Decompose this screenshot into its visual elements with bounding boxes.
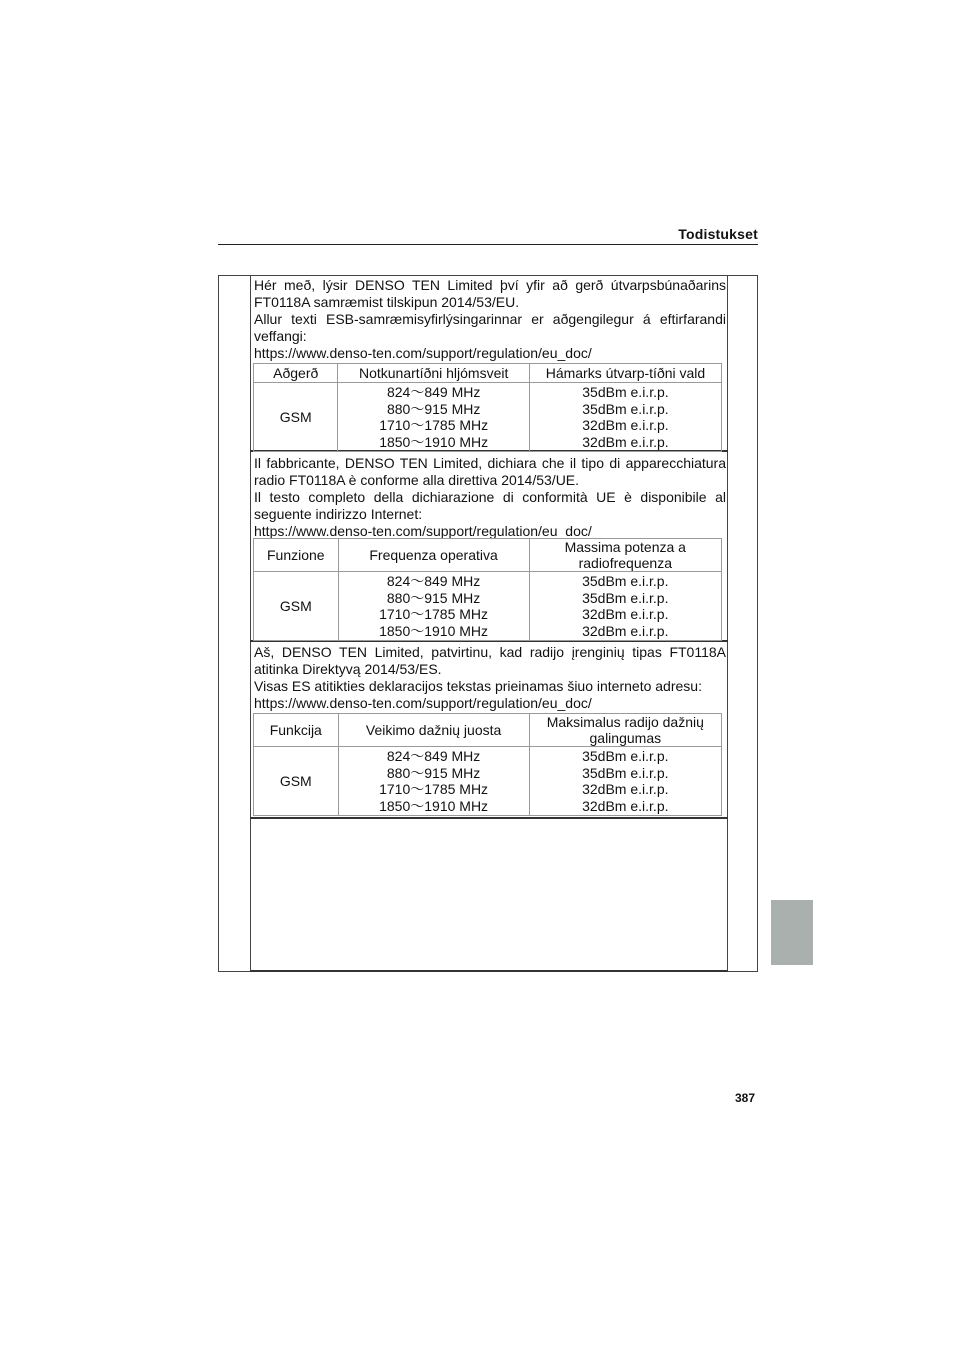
declaration-line: seguente indirizzo Internet: (254, 506, 423, 522)
power-value: 35dBm e.i.r.p. (582, 589, 669, 606)
header-power-line: Massima potenza a (564, 539, 686, 555)
power-value: 32dBm e.i.r.p. (582, 622, 669, 639)
frequency-value: 1850～1910 MHz (379, 622, 489, 639)
power-cell (529, 383, 721, 452)
chapter-side-tab (771, 900, 813, 965)
function-cell: GSM (254, 747, 339, 816)
declaration-line: atitinka Direktyvą 2014/53/ES. (254, 661, 442, 677)
frequency-value: 880～915 MHz (386, 589, 481, 606)
power-value: 32dBm e.i.r.p. (582, 417, 669, 433)
frequency-value: 824～849 MHz (386, 748, 481, 764)
header-power (529, 539, 721, 572)
power-cell (529, 747, 721, 816)
header-function: Funzione (254, 539, 339, 572)
power-value: 35dBm e.i.r.p. (582, 400, 669, 417)
table-header-row (254, 714, 722, 747)
power-value: 32dBm e.i.r.p. (582, 781, 669, 797)
frequency-value: 1710～1785 MHz (379, 417, 489, 433)
table-header-row (254, 539, 722, 572)
frequency-cell (338, 747, 529, 816)
power-value: 35dBm e.i.r.p. (582, 573, 669, 589)
spec-table-italian (253, 538, 722, 641)
declaration-url[interactable]: https://www.denso-ten.com/support/regulation/eu_doc/ (254, 523, 592, 539)
declaration-line: Il testo completo della dichiarazione di conformità UE è disponibile al (254, 489, 726, 505)
power-value: 35dBm e.i.r.p. (582, 384, 669, 400)
declaration-line: Hér með, lýsir DENSO TEN Limited því yfir að gerð útvarpsbúnaðarins (254, 277, 726, 293)
declaration-line: veffangi: (254, 328, 307, 344)
frequency-value: 824～849 MHz (386, 573, 481, 589)
table-header-row (254, 364, 722, 383)
power-value: 32dBm e.i.r.p. (582, 433, 669, 450)
power-value: 32dBm e.i.r.p. (582, 797, 669, 814)
declaration-line: radio FT0118A è conforme alla direttiva 2014/53/UE. (254, 472, 580, 488)
frequency-value: 1850～1910 MHz (379, 433, 489, 450)
header-power-line: galingumas (589, 730, 662, 746)
header-power-line: Maksimalus radijo dažnių (546, 714, 704, 730)
table-row (254, 747, 722, 816)
frequency-cell (338, 383, 529, 452)
declaration-line: Il fabbricante, DENSO TEN Limited, dichiara che il tipo di apparecchiatura (254, 455, 726, 471)
header-frequency: Notkunartíðni hljómsveit (338, 364, 529, 383)
declaration-line: Aš, DENSO TEN Limited, patvirtinu, kad radijo įrenginių tipas FT0118A (254, 644, 726, 660)
spec-table-lithuanian (253, 713, 722, 816)
header-power-line: radiofrequenza (578, 555, 672, 571)
function-cell: GSM (254, 572, 339, 641)
page-number: 387 (735, 1091, 756, 1105)
declaration-line: Visas ES atitikties deklaracijos tekstas prieinamas šiuo interneto adresu: (254, 678, 702, 694)
declaration-line: FT0118A samræmist tilskipun 2014/53/EU. (254, 294, 520, 310)
power-value: 35dBm e.i.r.p. (582, 764, 669, 781)
declaration-url[interactable]: https://www.denso-ten.com/support/regulation/eu_doc/ (254, 695, 592, 711)
frequency-value: 824～849 MHz (386, 384, 481, 400)
header-power: Hámarks útvarp-tíðni vald (529, 364, 721, 383)
declaration-line: Allur texti ESB-samræmisyfirlýsingarinnar er aðgengilegur á eftirfarandi (254, 311, 726, 327)
function-cell: GSM (254, 383, 338, 452)
header-power (529, 714, 721, 747)
header-divider (218, 244, 758, 245)
power-value: 35dBm e.i.r.p. (582, 748, 669, 764)
header-function: Aðgerð (254, 364, 338, 383)
frequency-value: 880～915 MHz (386, 764, 481, 781)
spec-table-icelandic (253, 363, 722, 452)
page-header-title: Todistukset (678, 226, 758, 242)
table-row (254, 383, 722, 452)
power-value: 32dBm e.i.r.p. (582, 606, 669, 622)
header-frequency: Veikimo dažnių juosta (338, 714, 529, 747)
frequency-value: 1850～1910 MHz (379, 797, 489, 814)
frequency-value: 880～915 MHz (386, 400, 481, 417)
power-cell (529, 572, 721, 641)
header-function: Funkcija (254, 714, 339, 747)
frequency-cell (338, 572, 529, 641)
frequency-value: 1710～1785 MHz (379, 606, 489, 622)
header-frequency: Frequenza operativa (338, 539, 529, 572)
table-row (254, 572, 722, 641)
declaration-url[interactable]: https://www.denso-ten.com/support/regulation/eu_doc/ (254, 345, 592, 361)
frequency-value: 1710～1785 MHz (379, 781, 489, 797)
